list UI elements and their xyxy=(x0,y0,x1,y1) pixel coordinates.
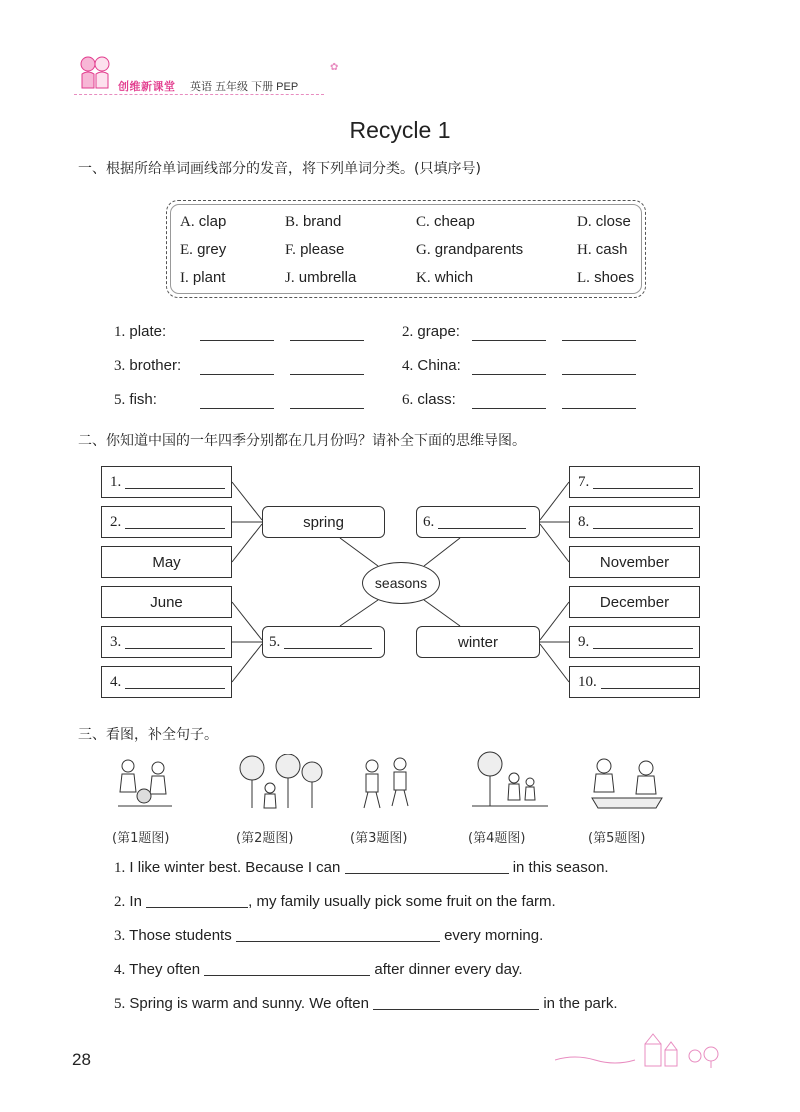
picture-caption: (第2题图) xyxy=(236,831,294,846)
answer-blank[interactable] xyxy=(146,894,248,908)
classify-item: 5. fish: xyxy=(114,391,157,408)
month-box[interactable]: 3. xyxy=(101,626,232,658)
classify-item: 4. China: xyxy=(402,357,461,374)
month-box[interactable]: 10. xyxy=(569,666,700,698)
answer-blank[interactable] xyxy=(236,928,440,942)
kids-snow-picture-icon xyxy=(114,754,176,814)
answer-blank[interactable] xyxy=(345,860,509,874)
word-option: I. plant xyxy=(180,269,226,286)
picture-caption: (第1题图) xyxy=(112,831,170,846)
castle-decoration-icon xyxy=(555,1030,735,1070)
picture-caption: (第5题图) xyxy=(588,831,646,846)
section2-heading: 二、你知道中国的一年四季分别都在几月份吗？请补全下面的思维导图。 xyxy=(78,433,526,449)
month-box: May xyxy=(101,546,232,578)
sentence-item: 4. They often after dinner every day. xyxy=(114,961,523,978)
word-option: F. please xyxy=(285,241,345,258)
season-box-blank[interactable]: 5. xyxy=(262,626,385,658)
month-box[interactable]: 9. xyxy=(569,626,700,658)
month-box[interactable]: 2. xyxy=(101,506,232,538)
page-title: Recycle 1 xyxy=(349,117,451,143)
page-number: 28 xyxy=(72,1050,91,1069)
sentence-item: 3. Those students every morning. xyxy=(114,927,544,944)
classify-item: 1. plate: xyxy=(114,323,167,340)
answer-blank[interactable] xyxy=(373,996,539,1010)
month-box: December xyxy=(569,586,700,618)
season-box-spring: spring xyxy=(262,506,385,538)
month-box[interactable]: 1. xyxy=(101,466,232,498)
word-option: L. shoes xyxy=(577,269,635,286)
classify-item: 3. brother: xyxy=(114,357,182,374)
season-box-blank[interactable]: 6. xyxy=(416,506,540,538)
sentence-item: 5. Spring is warm and sunny. We often in the park. xyxy=(114,995,618,1012)
brand-name: 创维新课堂 xyxy=(118,81,176,93)
star-icon: ✿ xyxy=(330,62,339,73)
sentence-item: 2. In , my family usually pick some fruit on the farm. xyxy=(114,893,556,910)
month-box: June xyxy=(101,586,232,618)
students-exercise-picture-icon xyxy=(356,754,418,814)
picnic-picture-icon xyxy=(584,754,670,814)
picture-caption: (第3题图) xyxy=(350,831,408,846)
month-box[interactable]: 8. xyxy=(569,506,700,538)
word-option: G. grandparents xyxy=(416,241,524,258)
word-option: D. close xyxy=(577,213,631,230)
classify-item: 2. grape: xyxy=(402,323,460,340)
word-option: C. cheap xyxy=(416,213,475,230)
month-box[interactable]: 7. xyxy=(569,466,700,498)
center-node-seasons: seasons xyxy=(362,562,440,604)
orchard-picture-icon xyxy=(232,754,328,814)
word-option: K. which xyxy=(416,269,474,286)
season-box-winter: winter xyxy=(416,626,540,658)
header-subtitle: 英语 五年级 下册 PEP xyxy=(190,81,299,93)
word-option: B. brand xyxy=(285,213,342,230)
word-option: H. cash xyxy=(577,241,628,258)
month-box[interactable]: 4. xyxy=(101,666,232,698)
picture-caption: (第4题图) xyxy=(468,831,526,846)
answer-blank[interactable] xyxy=(204,962,370,976)
word-option: E. grey xyxy=(180,241,227,258)
month-box: November xyxy=(569,546,700,578)
classify-item: 6. class: xyxy=(402,391,456,408)
family-walk-picture-icon xyxy=(468,750,552,814)
word-option: A. clap xyxy=(180,213,227,230)
sentence-item: 1. I like winter best. Because I can in this season. xyxy=(114,859,609,876)
word-option: J. umbrella xyxy=(285,269,357,286)
section1-heading: 一、根据所给单词画线部分的发音，将下列单词分类。(只填序号) xyxy=(78,161,481,177)
section3-heading: 三、看图，补全句子。 xyxy=(78,727,218,743)
